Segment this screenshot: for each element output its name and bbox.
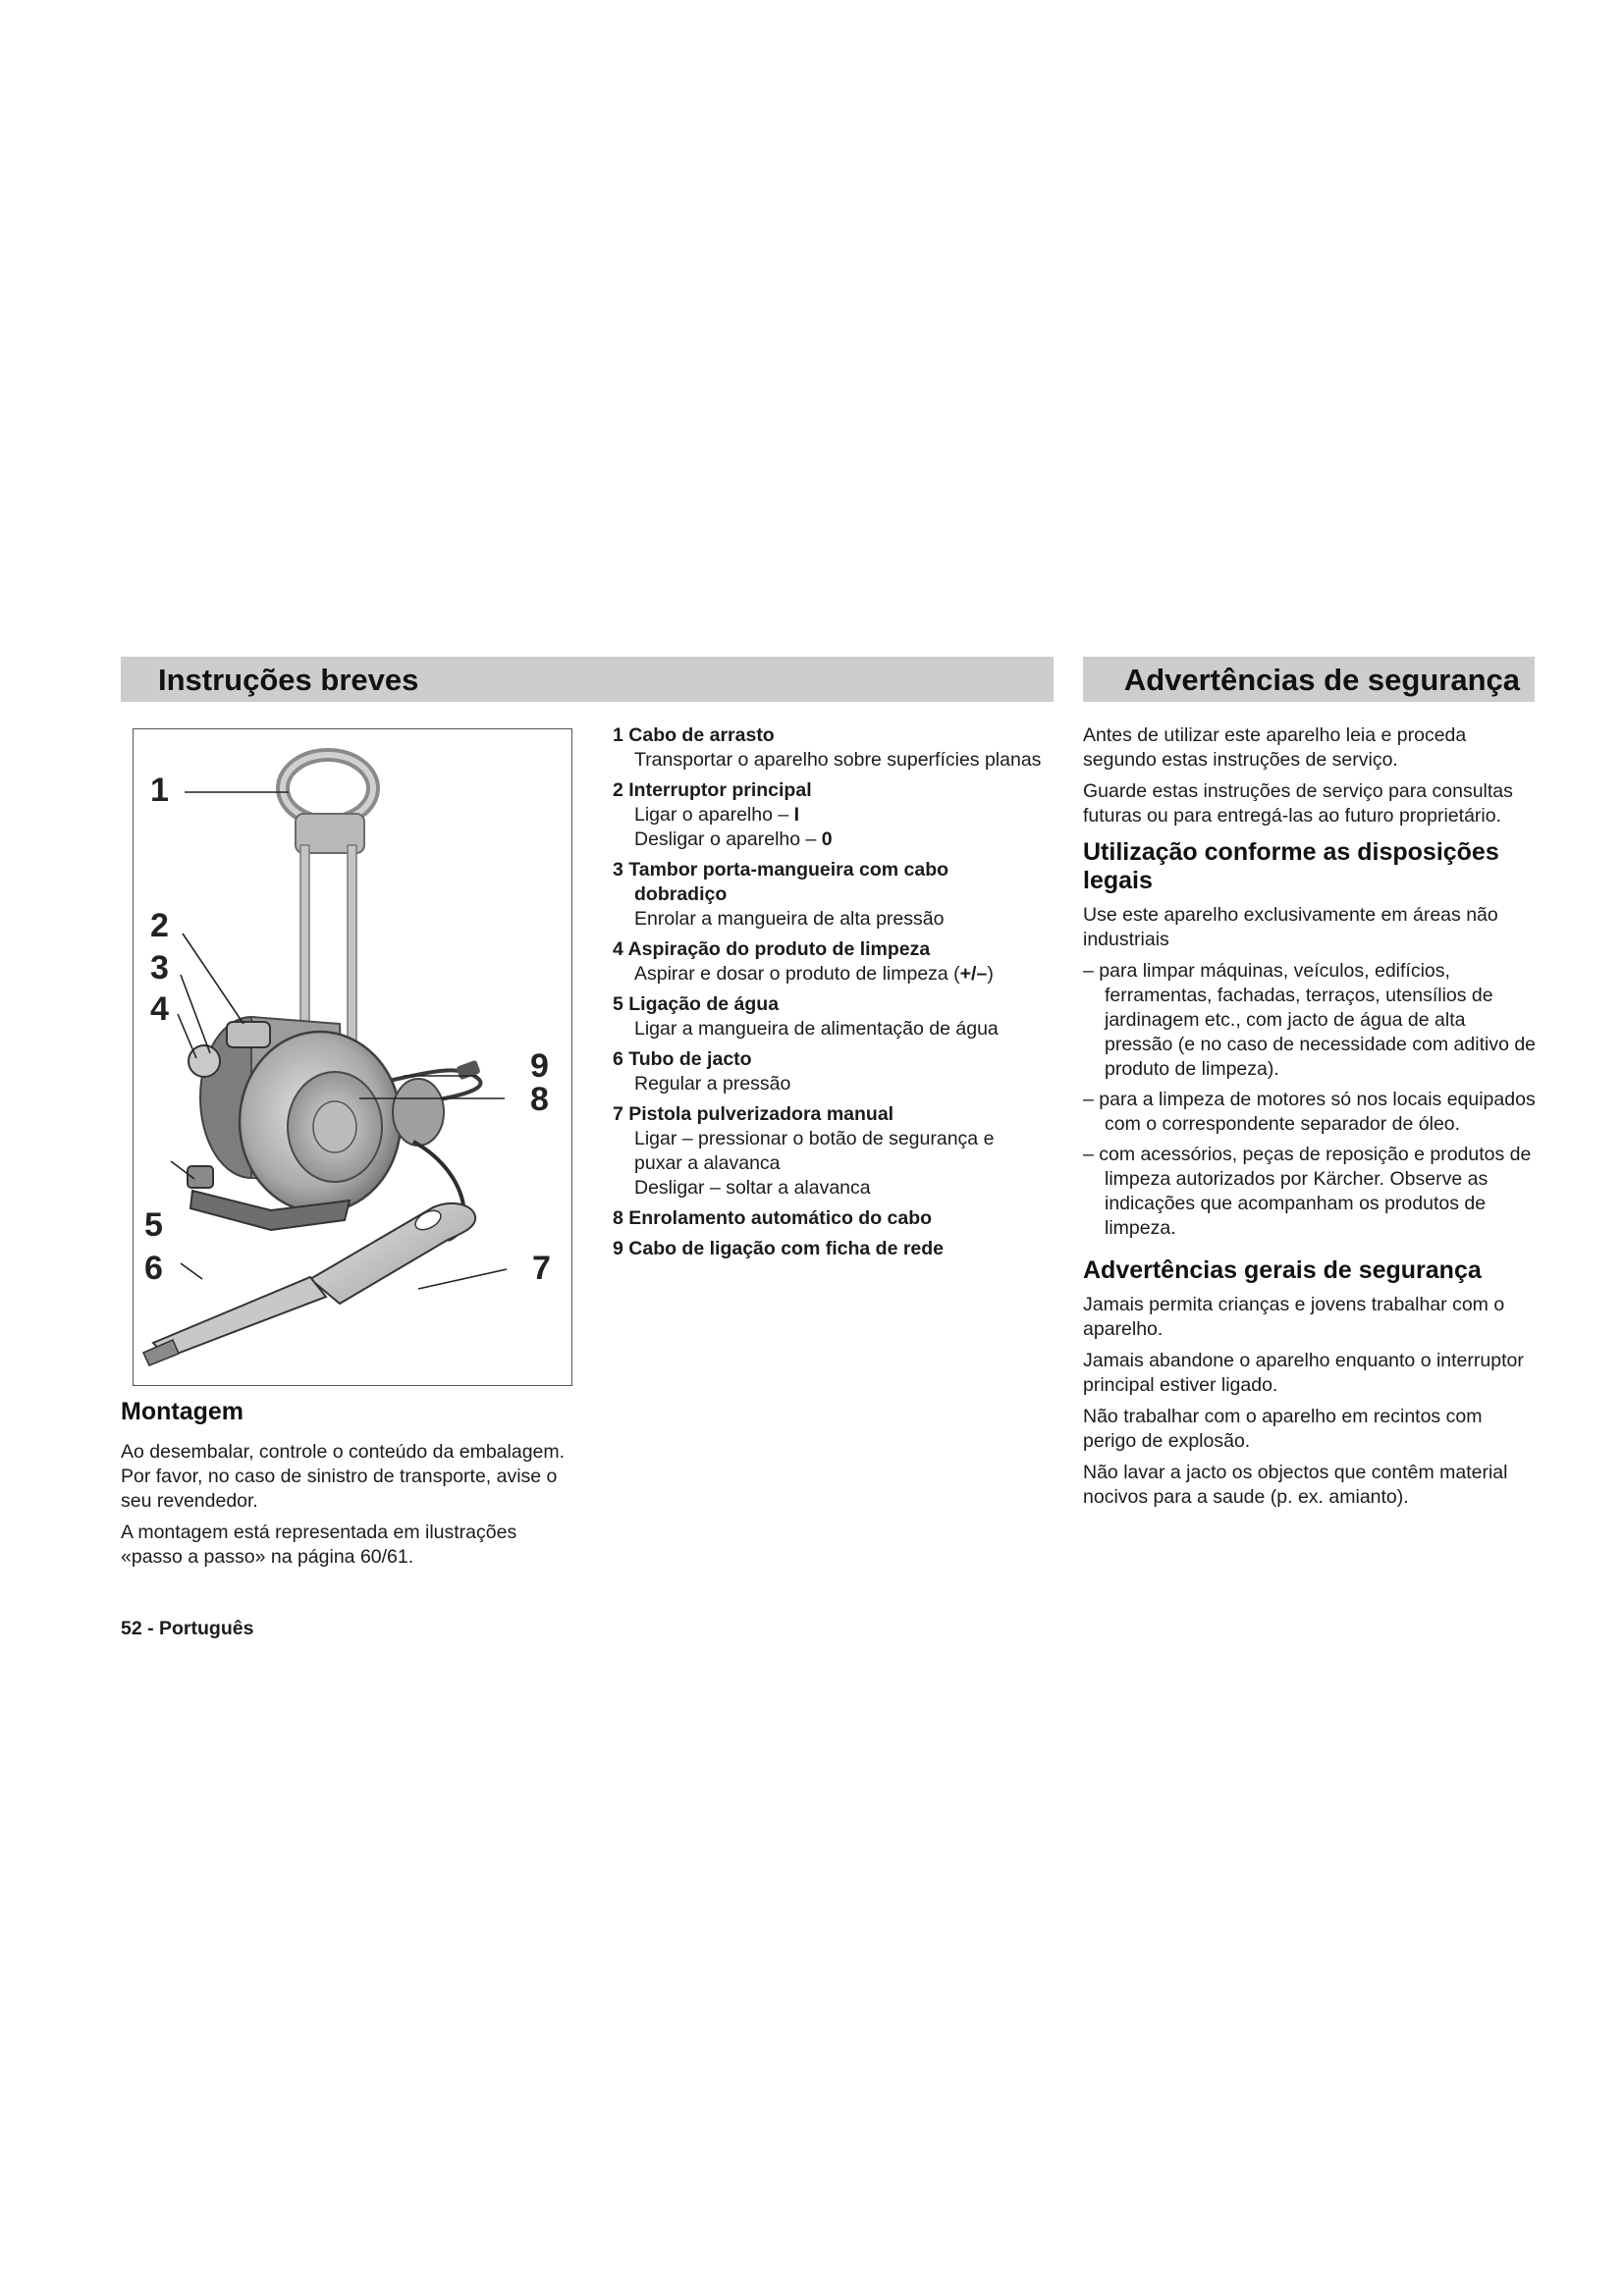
component-list (613, 723, 1045, 1267)
callout-2: 2 (150, 907, 169, 944)
usage-item: – para a limpeza de motores só nos locais equipados com o correspondente separador de óleo. (1083, 1089, 1536, 1135)
usage-heading: Utilização conforme as disposições legais (1083, 838, 1499, 894)
callout-1: 1 (150, 772, 169, 809)
callout-9: 9 (530, 1047, 549, 1085)
item-title: 5 Ligação de água (613, 993, 780, 1015)
item-description: Transportar o aparelho sobre superfícies planas (634, 749, 1042, 771)
item-description: Regular a pressão (634, 1073, 791, 1095)
montagem-paragraph-2: A montagem está representada em ilustrações «passo a passo» na página 60/61. (121, 1522, 517, 1568)
item-title: 6 Tubo de jacto (613, 1048, 752, 1070)
item-description: Enrolar a mangueira de alta pressão (634, 908, 945, 930)
pressure-washer-illustration (133, 728, 572, 1386)
cable-rewind (393, 1079, 444, 1146)
general-safety-paragraph: Jamais permita crianças e jovens trabalhar com o aparelho. (1083, 1294, 1505, 1340)
plus-minus-symbol: +/– (959, 963, 988, 985)
list-item (613, 778, 1045, 852)
list-item (613, 1237, 1045, 1261)
item-title: 4 Aspiração do produto de limpeza (613, 938, 931, 960)
on-symbol: I (793, 804, 800, 826)
usage-item: – com acessórios, peças de reposição e produtos de limpeza autorizados por Kärcher. Observe as indicações que acompanham os produtos de limpeza. (1083, 1144, 1532, 1239)
general-safety-paragraph: Não lavar a jacto os objectos que contêm material nocivos para a saude (p. ex. amianto). (1083, 1462, 1508, 1508)
item-title: 7 Pistola pulverizadora manual (613, 1103, 894, 1125)
item-title: 3 Tambor porta-mangueira com cabo dobradiço (613, 859, 949, 905)
montagem-heading: Montagem (121, 1398, 244, 1425)
item-description: Ligar o aparelho – I (634, 804, 800, 826)
callout-8: 8 (530, 1081, 549, 1118)
item-title: 8 Enrolamento automático do cabo (613, 1207, 933, 1229)
list-item (613, 1047, 1045, 1096)
item-description: Desligar – soltar a alavanca (634, 1177, 871, 1199)
item-title: 2 Interruptor principal (613, 779, 812, 801)
page-footer: 52 - Português (121, 1618, 254, 1639)
general-safety-paragraph: Jamais abandone o aparelho enquanto o interruptor principal estiver ligado. (1083, 1350, 1524, 1396)
list-item (613, 1102, 1045, 1201)
callout-7: 7 (532, 1250, 551, 1287)
callout-6: 6 (144, 1250, 163, 1287)
item-title: 1 Cabo de arrasto (613, 724, 775, 746)
pressure-washer-drawing (134, 729, 571, 1385)
safety-section (1083, 723, 1537, 1517)
off-symbol: 0 (821, 828, 833, 850)
spray-lance (153, 1277, 326, 1358)
safety-intro-1: Antes de utilizar este aparelho leia e proceda segundo estas instruções de serviço. (1083, 724, 1467, 771)
callout-5: 5 (144, 1206, 163, 1244)
general-safety-heading: Advertências gerais de segurança (1083, 1256, 1482, 1284)
item-description: Aspirar e dosar o produto de limpeza (+/–) (634, 963, 994, 985)
callout-4: 4 (150, 990, 169, 1028)
usage-intro: Use este aparelho exclusivamente em áreas não industriais (1083, 904, 1498, 950)
callout-3: 3 (150, 949, 169, 987)
montagem-section (121, 1398, 572, 1576)
main-switch (227, 1022, 270, 1047)
list-item (613, 858, 1045, 932)
item-description: Ligar a mangueira de alimentação de água (634, 1018, 999, 1040)
safety-intro-2: Guarde estas instruções de serviço para consultas futuras ou para entregá-las ao futuro proprietário. (1083, 780, 1513, 827)
general-safety-paragraph: Não trabalhar com o aparelho em recintos com perigo de explosão. (1083, 1406, 1483, 1452)
item-title: 9 Cabo de ligação com ficha de rede (613, 1238, 945, 1259)
list-item (613, 992, 1045, 1041)
section-banner-advertencias: Advertências de segurança (1083, 657, 1535, 702)
list-item (613, 1206, 1045, 1231)
list-item (613, 937, 1045, 987)
list-item (613, 723, 1045, 773)
usage-item: – para limpar máquinas, veículos, edifícios, ferramentas, fachadas, terraços, utensílios de jardinagem etc., com jacto de água de alta pressão (e no caso de necessidade com aditivo de produto de limpeza). (1083, 960, 1537, 1080)
montagem-paragraph-1: Ao desembalar, controle o conteúdo da embalagem. Por favor, no caso de sinistro de transporte, avise o seu revendedor. (121, 1441, 566, 1512)
item-description: Ligar – pressionar o botão de segurança e puxar a alavanca (634, 1128, 995, 1174)
item-description: Desligar o aparelho – 0 (634, 828, 833, 850)
section-banner-instrucoes: Instruções breves (121, 657, 1054, 702)
